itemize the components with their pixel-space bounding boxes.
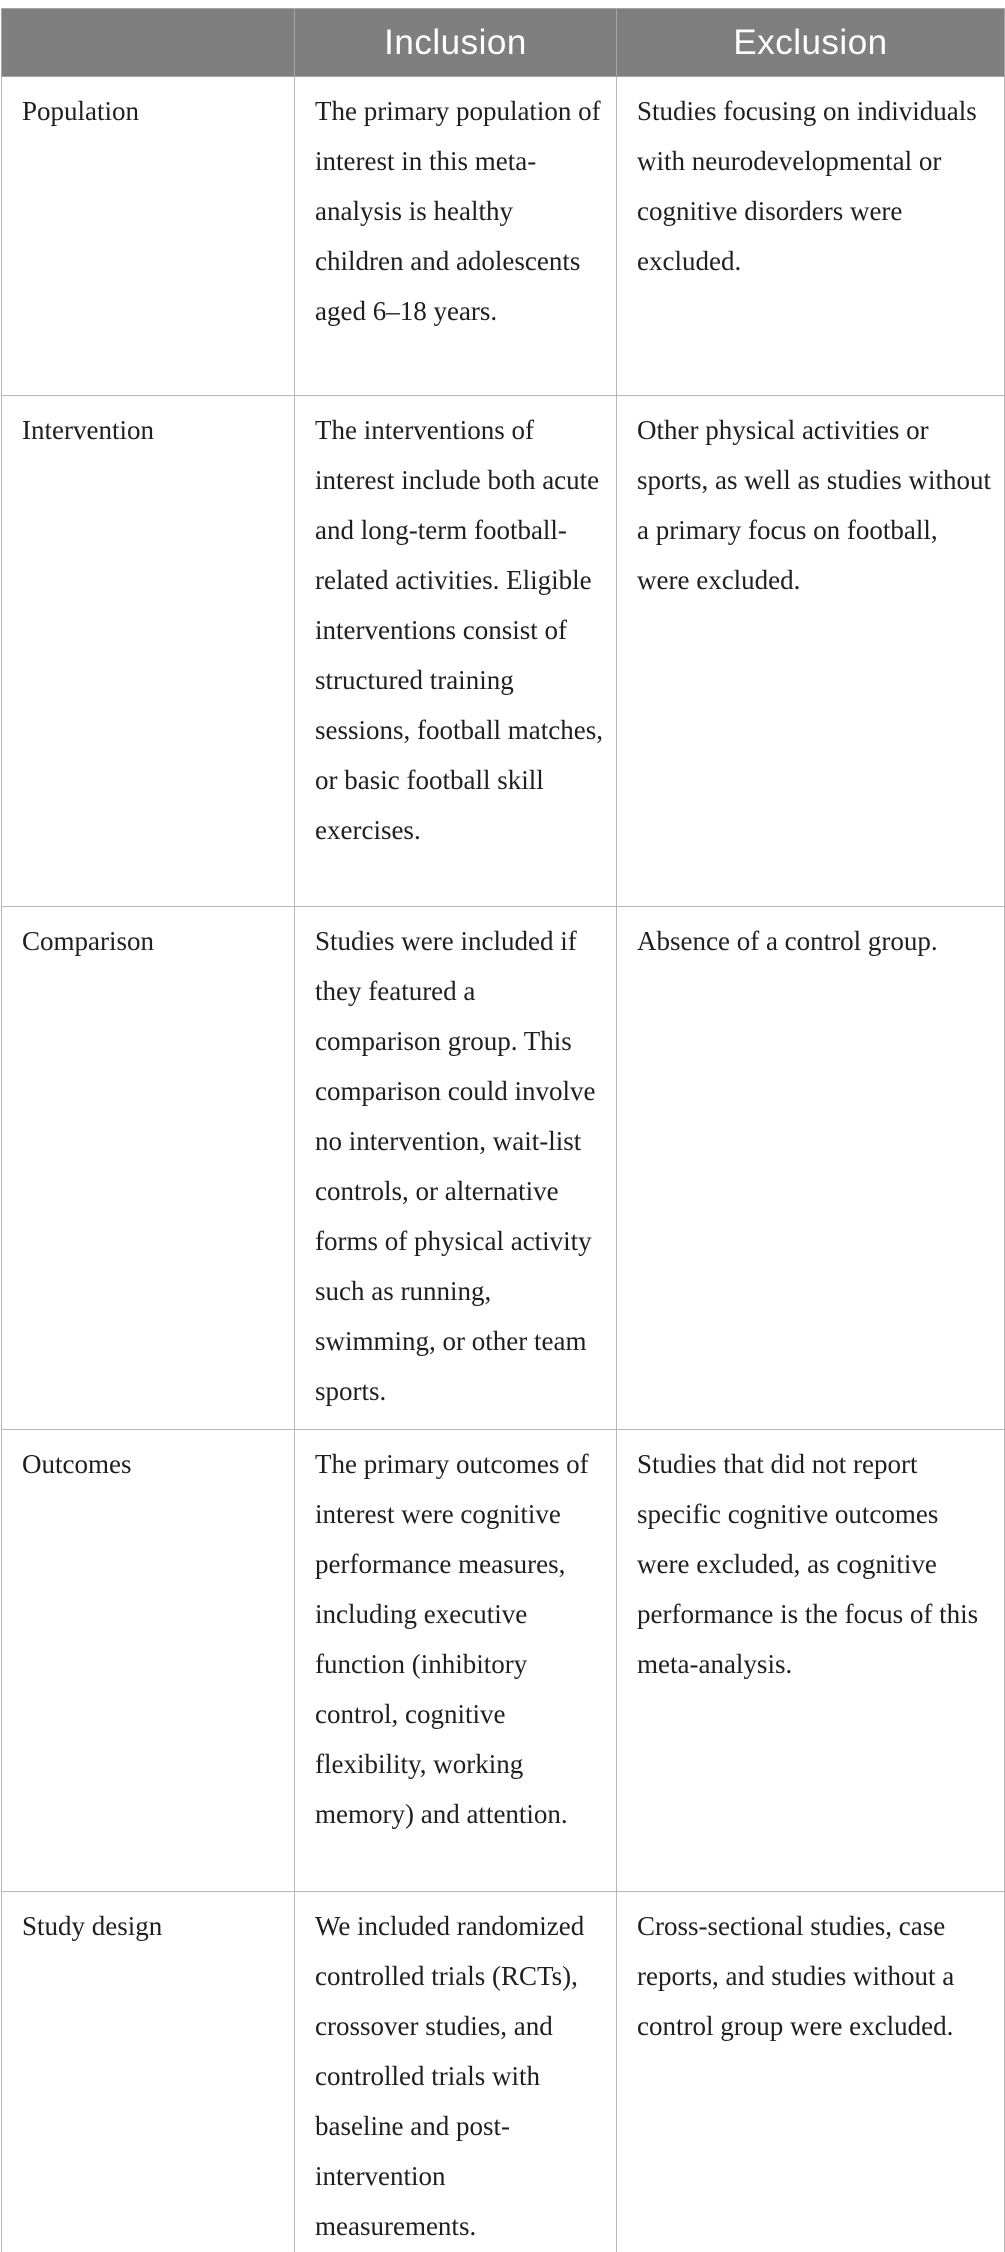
header-row bbox=[2, 9, 1005, 77]
table-row bbox=[2, 77, 1005, 396]
row-label-comparison: Comparison bbox=[2, 907, 295, 1430]
table-header bbox=[2, 9, 1005, 77]
inclusion-cell-outcomes: The primary outcomes of interest were cognitive performance measures, including executive function (inhibitory control, cognitive flexibility, working memory) and attention. bbox=[295, 1430, 617, 1892]
row-label-outcomes: Outcomes bbox=[2, 1430, 295, 1892]
header-exclusion: Exclusion bbox=[617, 9, 1005, 77]
table-row bbox=[2, 1430, 1005, 1892]
inclusion-cell-comparison: Studies were included if they featured a comparison group. This comparison could involve no intervention, wait-list controls, or alternative forms of physical activity such as running, swimming, or other team sports. bbox=[295, 907, 617, 1430]
inclusion-cell-intervention: The interventions of interest include both acute and long-term football-related activities. Eligible interventions consist of structured training sessions, football matches, or basic football skill exercises. bbox=[295, 396, 617, 907]
table-body bbox=[2, 77, 1005, 2252]
row-label-population: Population bbox=[2, 77, 295, 396]
inclusion-cell-population: The primary population of interest in this meta-analysis is healthy children and adolescents aged 6–18 years. bbox=[295, 77, 617, 396]
exclusion-cell-population: Studies focusing on individuals with neurodevelopmental or cognitive disorders were excluded. bbox=[617, 77, 1005, 396]
header-inclusion: Inclusion bbox=[295, 9, 617, 77]
exclusion-cell-comparison: Absence of a control group. bbox=[617, 907, 1005, 1430]
table-row bbox=[2, 396, 1005, 907]
table-row bbox=[2, 1892, 1005, 2252]
exclusion-cell-outcomes: Studies that did not report specific cognitive outcomes were excluded, as cognitive performance is the focus of this meta-analysis. bbox=[617, 1430, 1005, 1892]
row-label-intervention: Intervention bbox=[2, 396, 295, 907]
exclusion-cell-study-design: Cross-sectional studies, case reports, and studies without a control group were excluded. bbox=[617, 1892, 1005, 2252]
inclusion-exclusion-table bbox=[1, 8, 1005, 2252]
inclusion-cell-study-design: We included randomized controlled trials (RCTs), crossover studies, and controlled trials with baseline and post-intervention measurements. bbox=[295, 1892, 617, 2252]
table-row bbox=[2, 907, 1005, 1430]
exclusion-cell-intervention: Other physical activities or sports, as well as studies without a primary focus on football, were excluded. bbox=[617, 396, 1005, 907]
header-criterion bbox=[2, 9, 295, 77]
row-label-study-design: Study design bbox=[2, 1892, 295, 2252]
